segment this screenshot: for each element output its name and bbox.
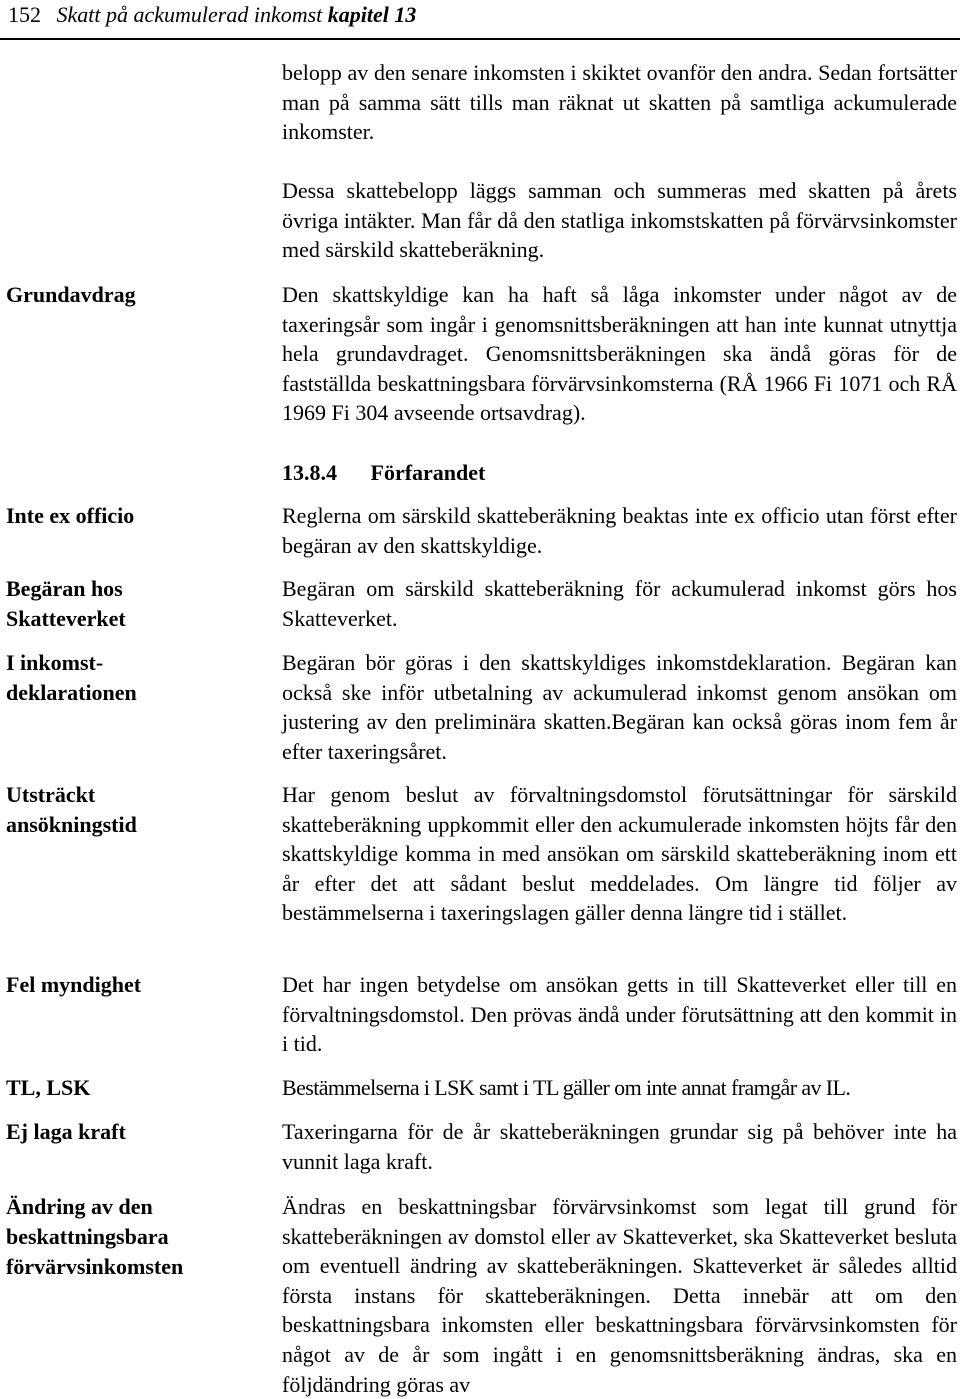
margin-note-line: Grundavdrag	[6, 282, 136, 307]
paragraph: Den skattskyldige kan ha haft så låga inkomster under något av de taxeringsår som ingår i genomsnittsberäkningen att han inte kunnat utnyttja hela grundavdraget. Genomsnittsberäkningen ska ändå göras för de fastställda beskattningsbara förvärvsinkomsterna (RÅ 1966 Fi 1071 och RÅ 1969 Fi 304 avseende ortsavdrag).	[282, 282, 957, 426]
margin-note-line: Inte ex officio	[6, 503, 135, 528]
margin-note-begaran-hos	[6, 574, 246, 634]
section-number: 13.8.4	[282, 460, 337, 485]
margin-note-inkomstdeklarationen	[6, 648, 246, 708]
margin-note-inte-ex-officio	[6, 501, 246, 531]
paragraph: Ändras en beskattningsbar förvärvsinkomst som legat till grund för skatteberäkningen av domstol eller av Skatteverket, ska Skatteverket besluta om eventuell ändring av skatteberäkningen. Skatteverket är således alltid första instans för skatteberäkningen. Detta innebär att om den beskattningsbara inkomsten eller beskattningsbara förvärvsinkomsten för något av de år som ingått i en genomsnittsberäkning ändras, ska en följdändring göras av	[282, 1194, 957, 1397]
margin-note-line: Begäran hos	[6, 576, 123, 601]
paragraph: Taxeringarna för de år skatteberäkningen grundar sig på behöver inte ha vunnit laga kraft.	[282, 1119, 957, 1174]
margin-note-line: ansökningstid	[6, 812, 137, 837]
paragraph: Dessa skattebelopp läggs samman och summeras med skatten på årets övriga intäkter. Man får då den statliga inkomstskatten på förvärvsinkomster med särskild skatteberäkning.	[282, 178, 957, 263]
margin-note-ej-laga-kraft	[6, 1117, 246, 1147]
paragraph: Har genom beslut av förvaltningsdomstol förutsättningar för särskild skatteberäkning uppkommit eller den ackumulerade inkomsten höjts får den skattskyldige komma in med ansökan om särskild skatteberäkning inom ett år efter det att sådant beslut meddelades. Om längre tid följer av bestämmelserna i taxeringslagen gäller denna längre tid i stället.	[282, 782, 957, 926]
margin-note-line: Ej laga kraft	[6, 1119, 126, 1144]
paragraph: Begäran om särskild skatteberäkning för ackumulerad inkomst görs hos Skatteverket.	[282, 576, 957, 631]
section-heading	[282, 458, 485, 488]
margin-note-line: Ändring av den	[6, 1194, 153, 1219]
margin-note-line: Fel myndighet	[6, 972, 142, 997]
margin-note-line: beskattningsbara	[6, 1224, 169, 1249]
paragraph: Begäran bör göras i den skattskyldiges inkomstdeklaration. Begäran kan också ske inför utbetalning av ackumulerad inkomst genom ansökan om justering av den preliminära skatten.Begäran kan också göras inom fem år efter taxeringsåret.	[282, 650, 957, 764]
margin-note-line: deklarationen	[6, 680, 137, 705]
header-rule	[0, 38, 960, 40]
margin-note-tl-lsk	[6, 1073, 246, 1103]
paragraph: Det har ingen betydelse om ansökan getts in till Skatteverket eller till en förvaltningsdomstol. Den prövas ändå under förutsättning att den kommit in i tid.	[282, 972, 957, 1057]
margin-note-utstrackt-ansokningstid	[6, 780, 246, 840]
paragraph: belopp av den senare inkomsten i skiktet ovanför den andra. Sedan fortsätter man på samma sätt tills man räknat ut skatten på samtliga ackumulerade inkomster.	[282, 60, 957, 145]
paragraph: Bestämmelserna i LSK samt i TL gäller om inte annat framgår av IL.	[282, 1075, 851, 1100]
margin-note-line: förvärvsinkomsten	[6, 1254, 184, 1279]
margin-note-grundavdrag	[6, 280, 246, 310]
running-header	[8, 0, 416, 30]
margin-note-line: I inkomst-	[6, 650, 104, 675]
paragraph: Reglerna om särskild skatteberäkning beaktas inte ex officio utan först efter begäran av den skattskyldige.	[282, 503, 957, 558]
margin-note-line: TL, LSK	[6, 1075, 91, 1100]
running-title: Skatt på ackumulerad inkomst	[56, 2, 323, 27]
margin-note-line: Utsträckt	[6, 782, 96, 807]
page-number: 152	[8, 2, 41, 27]
section-title: Förfarandet	[370, 460, 486, 485]
margin-note-fel-myndighet	[6, 970, 246, 1000]
margin-note-line: Skatteverket	[6, 606, 126, 631]
chapter-label: kapitel 13	[327, 2, 417, 27]
margin-note-andring	[6, 1192, 246, 1282]
